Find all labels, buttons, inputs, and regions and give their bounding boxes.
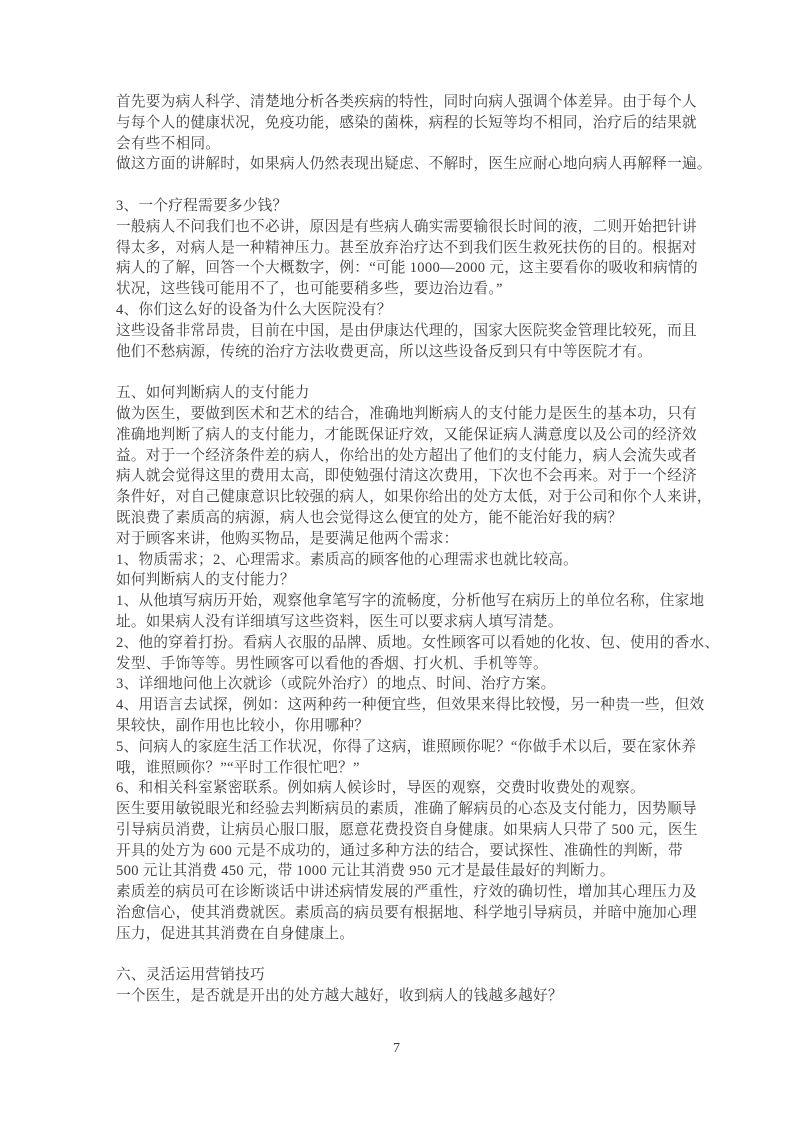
text-line: 压力，促进其其消费在自身健康上。 <box>116 925 355 942</box>
text-line: 这些设备非常昂贵，目前在中国，是由伊康达代理的，国家大医院奖金管理比较死，而且 <box>116 322 697 339</box>
blank-line <box>116 175 684 196</box>
text-line: 一般病人不问我们也不必讲，原因是有些病人确实需要输很长时间的液，二则开始把针讲 <box>116 218 697 235</box>
page-number: 7 <box>393 1041 400 1056</box>
text-line: 果较快，副作用也比较小，你用哪种？ <box>116 717 370 734</box>
text-line: 五、如何判断病人的支付能力 <box>116 385 310 402</box>
text-line: 1、从他填写病历开始，观察他拿笔写字的流畅度，分析他写在病历上的单位名称，住家地 <box>116 593 705 610</box>
document-body <box>116 92 720 1007</box>
text-line: 址。如果病人没有详细填写这些资料，医生可以要求病人填写清楚。 <box>116 613 563 630</box>
text-line: 4、用语言去试探，例如：这两种药一种便宜些，但效果来得比较慢，另一种贵一些，但效 <box>116 697 705 714</box>
text-line: 会有些不相同。 <box>116 135 221 152</box>
text-line: 与每个人的健康状况，免疫功能，感染的菌株，病程的长短等均不相同，治疗后的结果就 <box>116 114 697 131</box>
text-line: 病人就会觉得这里的费用太高，即使勉强付清这次费用，下次也不会再来。对于一个经济 <box>116 468 697 485</box>
text-line: 3、详细地问他上次就诊（或院外治疗）的地点、时间、治疗方案。 <box>116 676 556 693</box>
text-line: 开具的处方为 600 元是不成功的，通过多种方法的结合，要试探性、准确性的判断，带 <box>116 842 683 859</box>
text-line: 病人的了解，回答一个大概数字，例：“可能 1000—2000 元，这主要看你的吸收和病情的 <box>116 260 698 277</box>
text-line: 状况，这些钱可能用不了，也可能要稍多些，要边治边看。” <box>116 281 503 298</box>
text-line: 哦，谁照顾你？”“平时工作很忙吧？” <box>116 759 360 776</box>
text-line: 治愈信心，使其消费就医。素质高的病员要有根据地、科学地引导病员，并暗中施加心理 <box>116 905 697 922</box>
text-line: 4、你们这么好的设备为什么大医院没有？ <box>116 301 392 318</box>
text-line: 3、一个疗程需要多少钱？ <box>116 197 288 214</box>
text-line: 500 元让其消费 450 元，带 1000 元让其消费 950 元才是最佳最好的判断力。 <box>116 863 615 880</box>
text-line: 他们不愁病源，传统的治疗方法收费更高，所以这些设备反到只有中等医院才有。 <box>116 343 653 360</box>
text-line: 如何判断病人的支付能力？ <box>116 572 295 589</box>
blank-line <box>116 945 684 966</box>
blank-line <box>116 362 684 383</box>
text-line: 引导病员消费，让病员心服口服，愿意花费投资自身健康。如果病人只带了 500 元，医生 <box>116 821 698 838</box>
text-line: 得太多，对病人是一种精神压力。甚至放弃治疗达不到我们医生救死扶伤的目的。根据对 <box>116 239 697 256</box>
text-line: 首先要为病人科学、清楚地分析各类疾病的特性，同时向病人强调个体差异。由于每个人 <box>116 94 697 110</box>
text-line: 发型、手饰等等。男性顾客可以看他的香烟、打火机、手机等等。 <box>116 655 548 672</box>
text-line: 做为医生，要做到医术和艺术的结合，准确地判断病人的支付能力是医生的基本功，只有 <box>116 405 697 422</box>
text-line: 1、物质需求；2、心理需求。素质高的顾客他的心理需求也就比较高。 <box>116 551 579 568</box>
text-line: 素质差的病员可在诊断谈话中讲述病情发展的严重性，疗效的确切性，增加其心理压力及 <box>116 884 697 901</box>
text-line: 六、灵活运用营销技巧 <box>116 967 265 984</box>
text-line: 对于顾客来讲，他购买物品，是要满足他两个需求： <box>116 530 459 547</box>
text-line: 准确地判断了病人的支付能力，才能既保证疗效，又能保证病人满意度以及公司的经济效 <box>116 426 697 443</box>
text-line: 5、问病人的家庭生活工作状况，你得了这病，谁照顾你呢？“你做手术以后，要在家休养 <box>116 738 697 755</box>
text-line: 6、和相关科室紧密联系。例如病人候诊时，导医的观察，交费时收费处的观察。 <box>116 780 645 797</box>
text-line: 条件好，对自己健康意识比较强的病人，如果你给出的处方太低，对于公司和你个人来讲， <box>116 489 712 506</box>
text-line: 医生要用敏锐眼光和经验去判断病员的素质，准确了解病员的心态及支付能力，因势顺导 <box>116 801 697 818</box>
text-line: 做这方面的讲解时，如果病人仍然表现出疑虑、不解时，医生应耐心地向病人再解释一遍。 <box>116 156 712 173</box>
text-line: 既浪费了素质高的病源，病人也会觉得这么便宜的处方，能不能治好我的病？ <box>116 509 623 526</box>
text-line: 一个医生，是否就是开出的处方越大越好，收到病人的钱越多越好？ <box>116 988 563 1005</box>
text-line: 益。对于一个经济条件差的病人，你给出的处方超出了他们的支付能力，病人会流失或者 <box>116 447 697 464</box>
text-line: 2、他的穿着打扮。看病人衣服的品牌、质地。女性顾客可以看她的化妆、包、使用的香水、 <box>116 634 720 651</box>
